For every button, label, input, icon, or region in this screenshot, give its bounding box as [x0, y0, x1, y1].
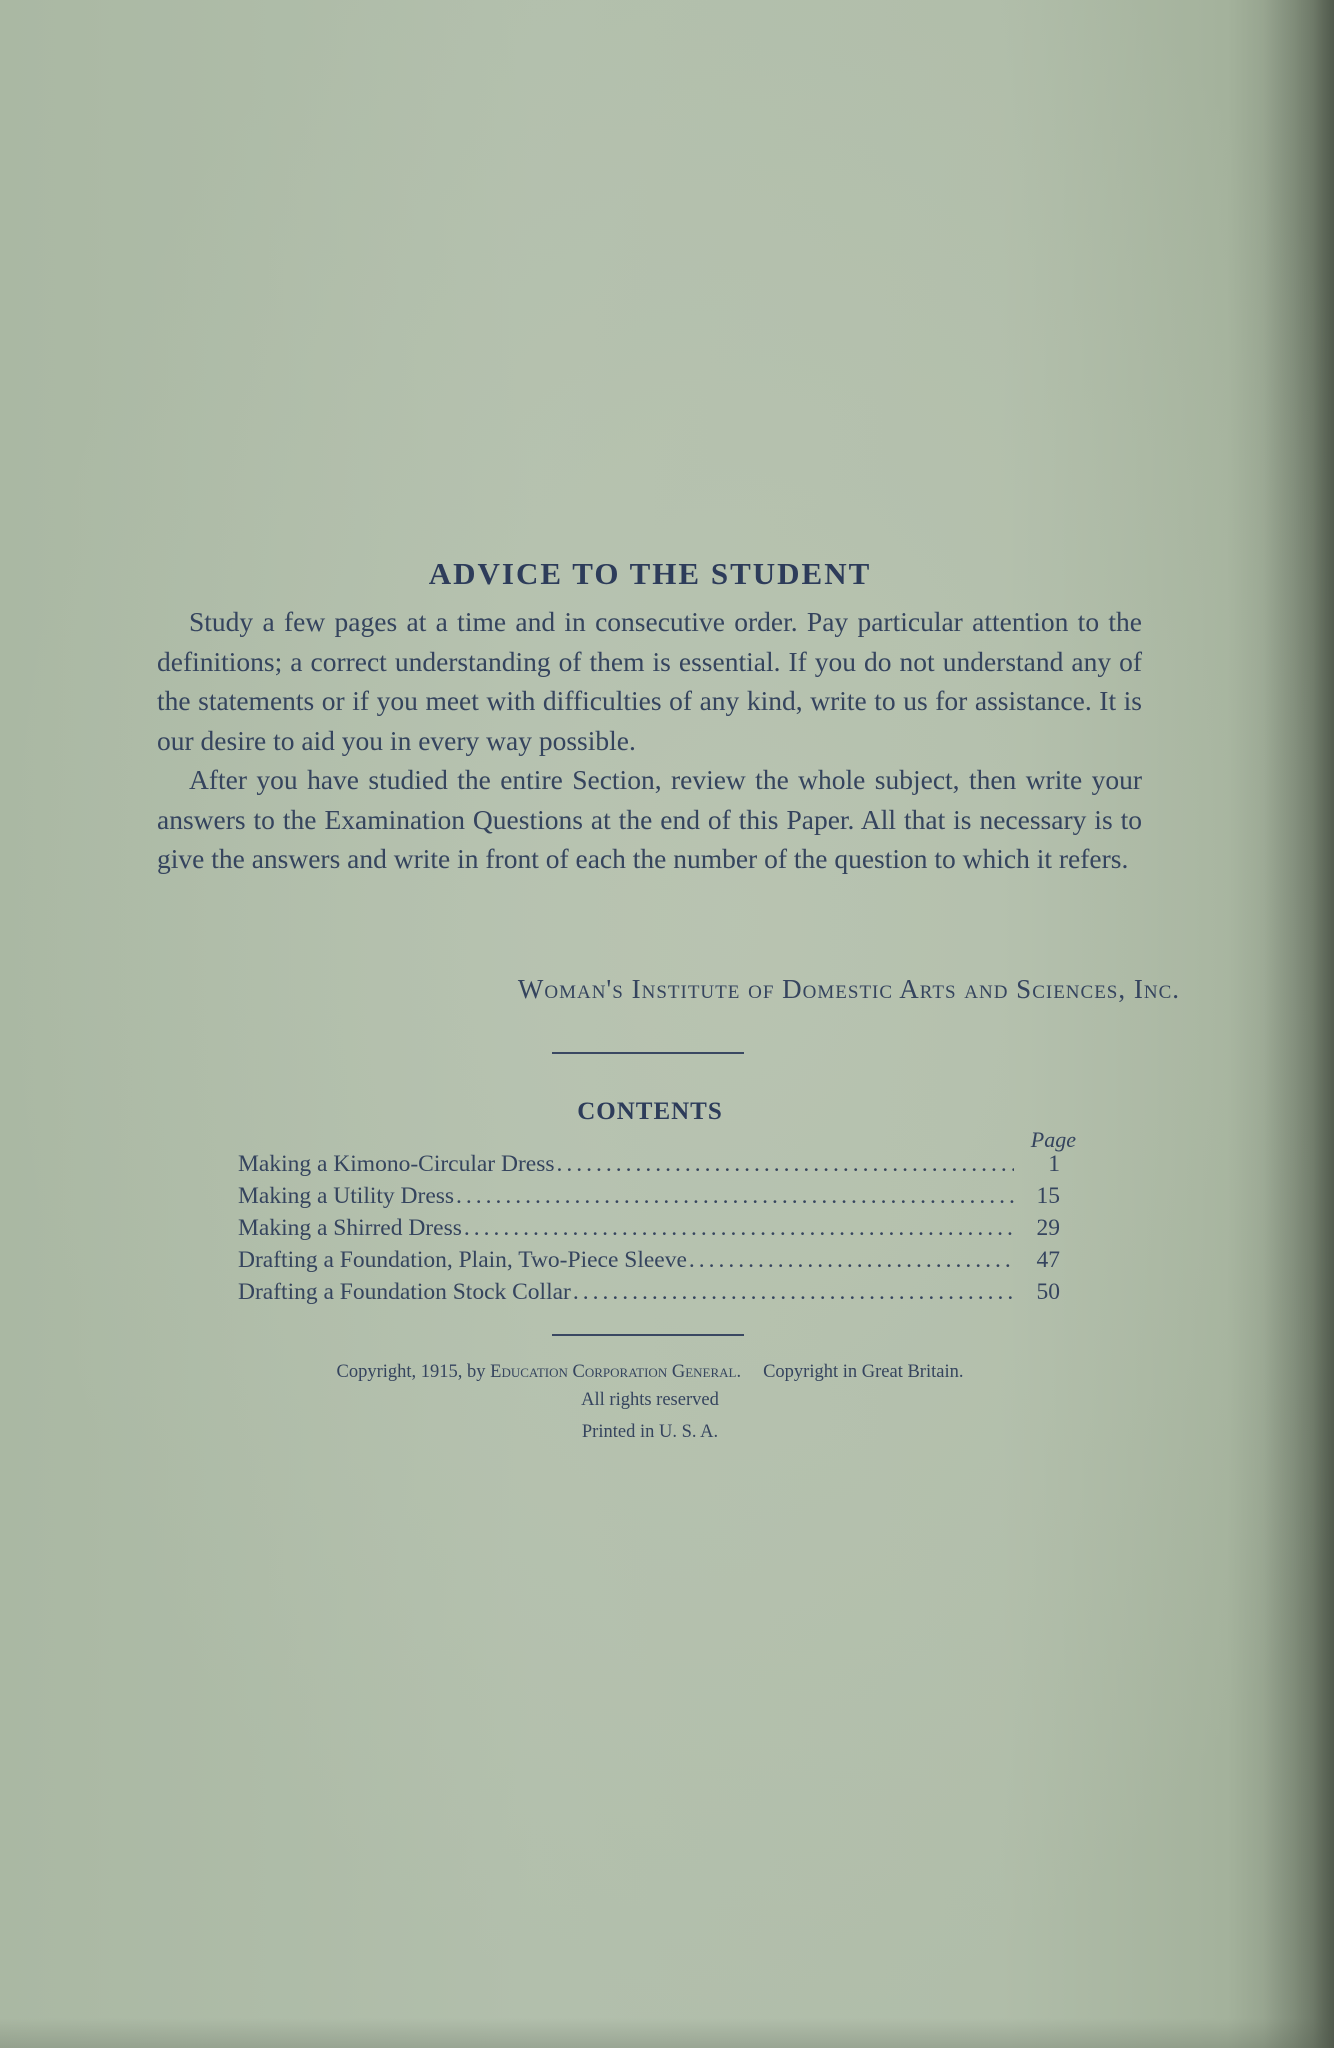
toc-row [238, 1247, 1060, 1279]
toc-leader-dots [557, 1151, 1014, 1178]
toc-entry-page: 47 [1036, 1247, 1060, 1273]
institute-signature: Woman's Institute of Domestic Arts and Sciences, Inc. [517, 974, 1180, 1004]
toc-entry-title: Making a Utility Dress [238, 1183, 455, 1209]
toc-row [238, 1183, 1060, 1215]
copyright-notice [0, 1358, 1300, 1446]
contents-title: CONTENTS [577, 1098, 723, 1125]
rights-reserved: All rights reserved [581, 1390, 719, 1410]
printed-in: Printed in U. S. A. [581, 1422, 719, 1442]
advice-paragraph-1: Study a few pages at a time and in consecutive order. Pay particular attention to the definitions; a correct understanding of them is essential. If you do not understand any of the statements or if you meet with difficulties of any kind, write to us for assistance. It is our desire to aid you in every way possible. [157, 606, 1142, 756]
toc-row [238, 1151, 1060, 1183]
advice-body [157, 602, 1142, 879]
advice-title: ADVICE TO THE STUDENT [428, 556, 872, 591]
copyright-britain: Copyright in Great Britain. [763, 1362, 964, 1382]
copyright-line-1 [0, 1358, 1300, 1386]
page-edge-shadow [1264, 0, 1334, 2048]
copyright-owner: Education Corporation General. [490, 1362, 742, 1382]
divider-top [552, 1052, 744, 1054]
toc-entry-page: 50 [1036, 1279, 1060, 1305]
toc-row [238, 1215, 1060, 1247]
contents-list [238, 1151, 1060, 1311]
page-bottom-edge [0, 2018, 1334, 2048]
toc-row [238, 1279, 1060, 1311]
copyright-prefix: Copyright, 1915, by [336, 1362, 486, 1382]
toc-entry-page: 15 [1036, 1183, 1060, 1209]
contents-page-heading: Page [1030, 1127, 1076, 1152]
toc-entry-title: Drafting a Foundation, Plain, Two-Piece Sleeve [238, 1247, 687, 1273]
toc-leader-dots [689, 1247, 1014, 1274]
toc-leader-dots [464, 1215, 1014, 1242]
advice-paragraph-2: After you have studied the entire Section, review the whole subject, then write your answers to the Examination Questions at the end of this Paper. All that is necessary is to give the answers and write in front of each the number of the question to which it refers. [157, 764, 1142, 874]
toc-leader-dots [456, 1183, 1014, 1210]
toc-entry-title: Making a Shirred Dress [238, 1215, 462, 1241]
toc-entry-title: Drafting a Foundation Stock Collar [238, 1279, 571, 1305]
toc-entry-page: 29 [1036, 1215, 1060, 1241]
toc-entry-page: 1 [1048, 1151, 1060, 1177]
toc-leader-dots [573, 1279, 1014, 1306]
divider-bottom [552, 1334, 744, 1336]
toc-entry-title: Making a Kimono-Circular Dress [238, 1151, 555, 1177]
